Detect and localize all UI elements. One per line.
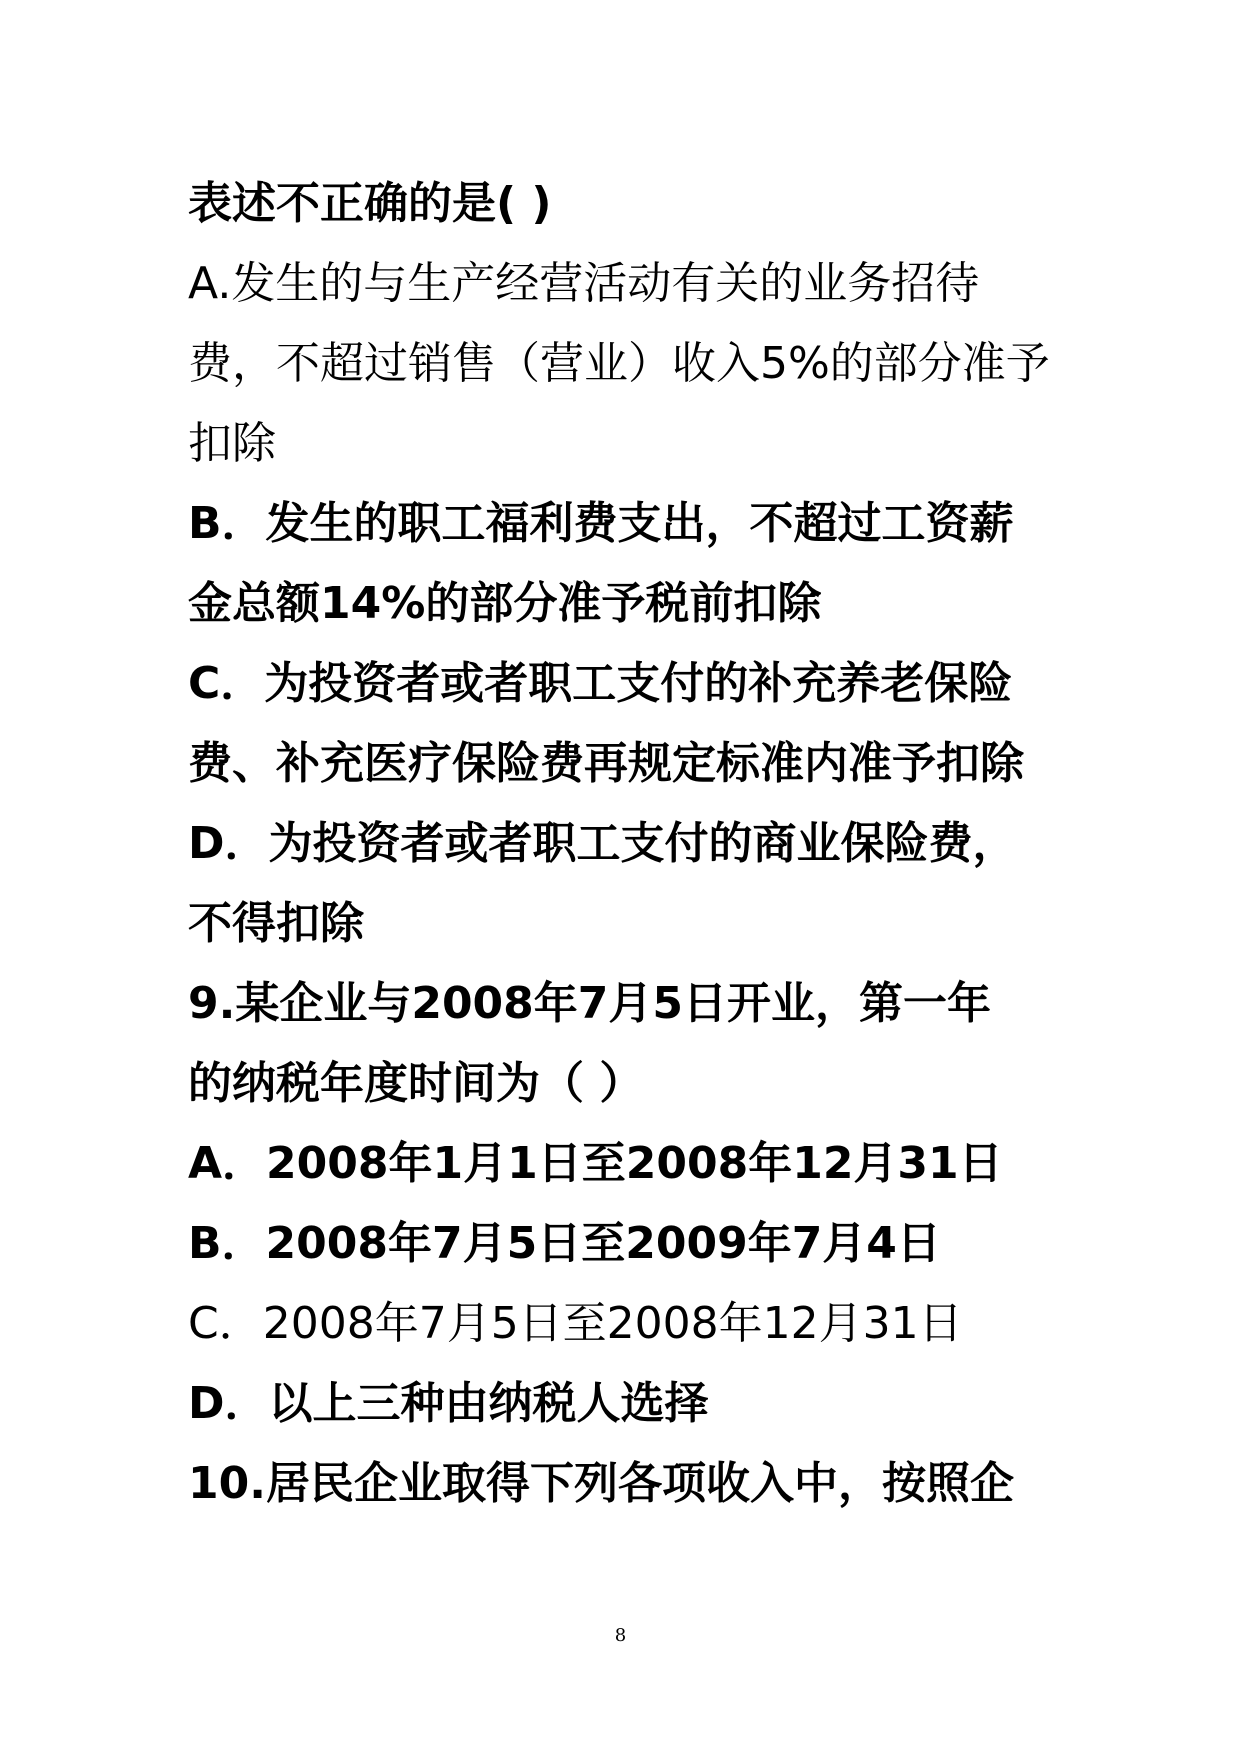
option-a-line-2: 费，不超过销售（营业）收入5%的部分准予 (188, 338, 1050, 389)
option-a-line-1: A.发生的与生产经营活动有关的业务招待 (188, 258, 980, 309)
question-9-option-a: A．2008年1月1日至2008年12月31日 (188, 1138, 1003, 1189)
question-9-option-c: C．2008年7月5日至2008年12月31日 (188, 1298, 963, 1349)
option-b-line-2: 金总额14%的部分准予税前扣除 (188, 578, 822, 629)
option-d-line-1: D．为投资者或者职工支付的商业保险费， (188, 818, 1017, 869)
page-number: 8 (614, 1625, 627, 1646)
option-c-line-1: C．为投资者或者职工支付的补充养老保险 (188, 658, 1013, 709)
question-text-block (188, 164, 1068, 1524)
question-9-option-b: B．2008年7月5日至2009年7月4日 (188, 1218, 941, 1269)
option-c-line-2: 费、补充医疗保险费再规定标准内准予扣除 (188, 738, 1024, 789)
option-b-line-1: B．发生的职工福利费支出，不超过工资薪 (188, 498, 1014, 549)
question-stem-continuation: 表述不正确的是( ) (188, 178, 552, 229)
option-d-line-2: 不得扣除 (188, 898, 364, 949)
question-10-line-1: 10.居民企业取得下列各项收入中，按照企 (188, 1458, 1014, 1509)
question-9-line-1: 9.某企业与2008年7月5日开业，第一年 (188, 978, 992, 1029)
option-a-line-3: 扣除 (188, 418, 276, 469)
question-9-option-d: D．以上三种由纳税人选择 (188, 1378, 709, 1429)
question-9-line-2: 的纳税年度时间为（ ） (188, 1058, 644, 1109)
